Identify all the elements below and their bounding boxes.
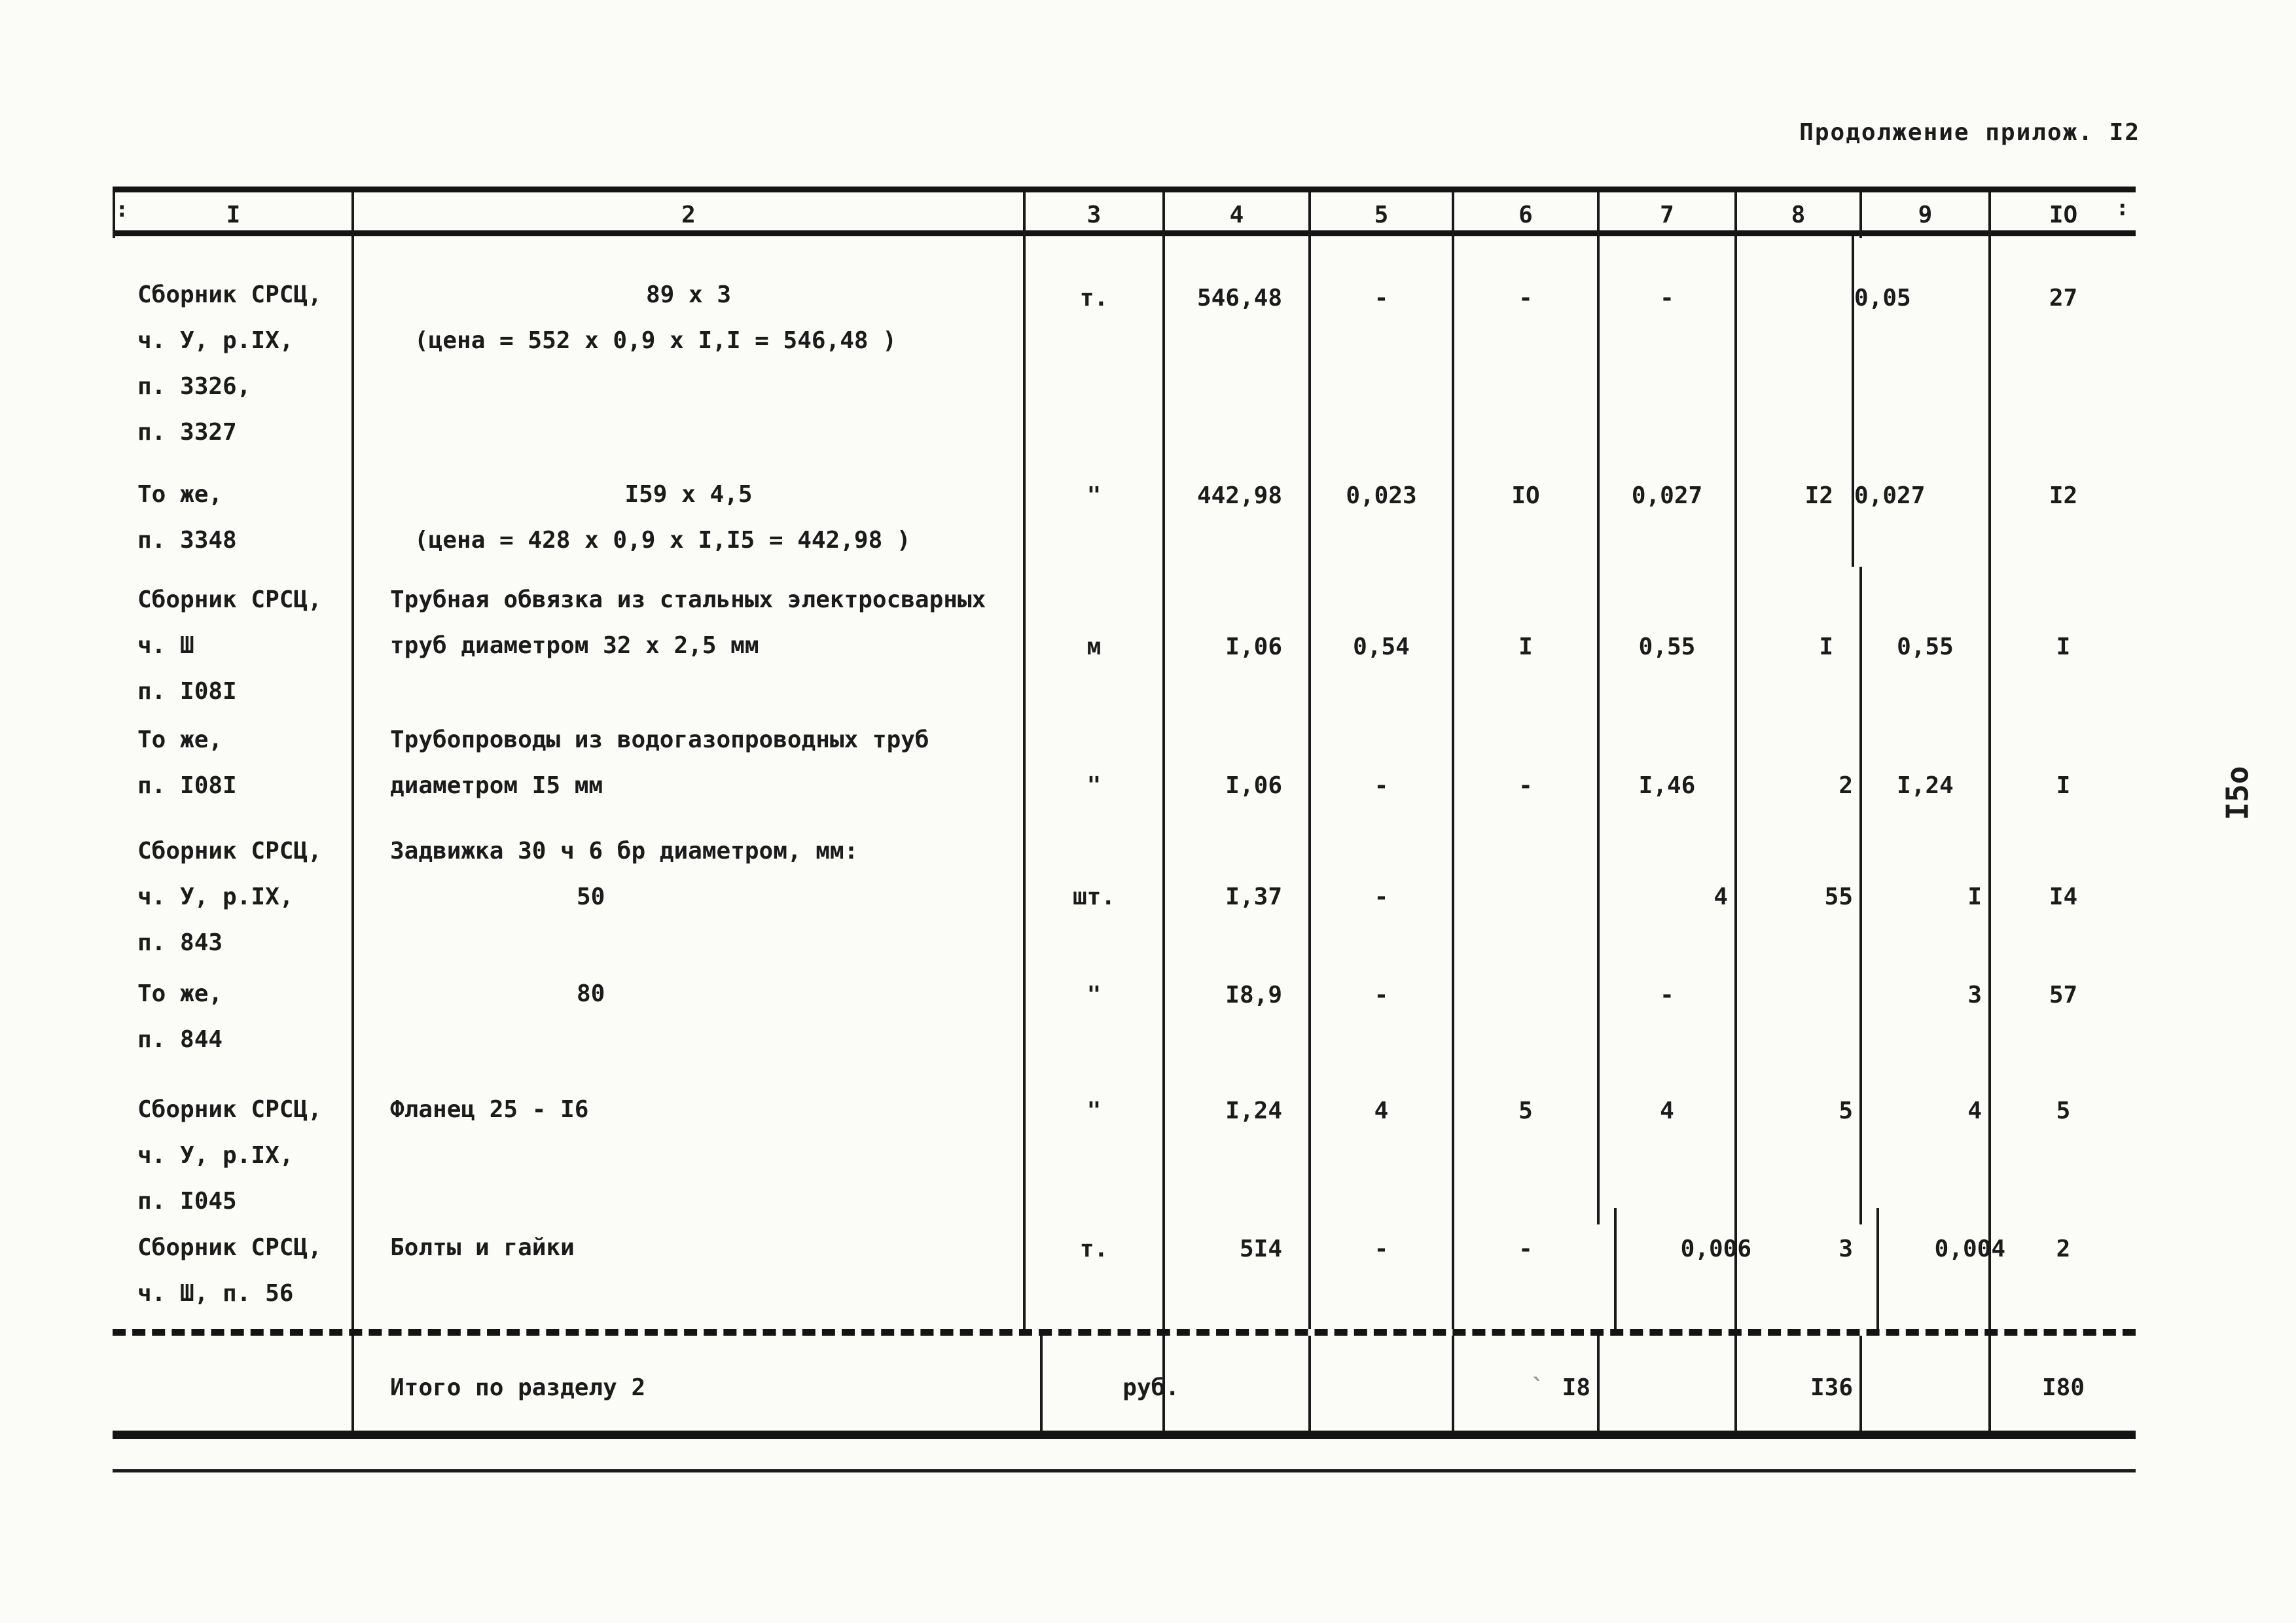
table-row	[113, 1067, 2136, 1215]
source-line: п. 3327	[137, 419, 237, 446]
cell-col5: -	[1308, 236, 1452, 459]
cell-col5: -	[1308, 698, 1452, 815]
source-line: п. 3326,	[137, 373, 251, 400]
description-cell	[351, 236, 1023, 459]
page-number: I5о	[2219, 766, 2255, 821]
cell-col7: 0,55	[1597, 567, 1734, 715]
cell-col10: 5	[1988, 1067, 2136, 1224]
unit-cell: т.	[1023, 236, 1162, 459]
col-header-7: 7	[1597, 192, 1734, 238]
description-line: диаметром I5 мм	[390, 772, 603, 799]
col-header-5: 5	[1308, 192, 1452, 238]
cell-col4: 442,98	[1162, 459, 1308, 567]
description-line: Фланец 25 - I6	[390, 1096, 589, 1123]
source-cell	[113, 953, 351, 1067]
col-header-4: 4	[1162, 192, 1308, 238]
cell-col4: I,06	[1162, 698, 1308, 815]
source-line: Сборник СРСЦ,	[137, 838, 322, 865]
cell-col4: 5I4	[1162, 1208, 1308, 1329]
price-formula-line: (цена = 428 х 0,9 х I,I5 = 442,98 )	[414, 527, 911, 554]
source-cell	[113, 459, 351, 567]
source-line: ч. Ш, п. 56	[137, 1280, 294, 1307]
source-line: п. I08I	[137, 772, 237, 799]
cell-col9: 4	[1859, 1067, 1988, 1224]
col-header-10: IO	[1988, 192, 2136, 238]
source-cell	[113, 1208, 351, 1329]
source-line: Сборник СРСЦ,	[137, 1234, 322, 1261]
cell-col7: 4	[1597, 1067, 1734, 1224]
source-line: п. 3348	[137, 527, 237, 554]
bottom-double-rule	[113, 1469, 2136, 1472]
source-line: ч. У, р.IX,	[137, 1142, 294, 1169]
cell-col9: 0,05	[1852, 236, 1981, 459]
description-line: I59 х 4,5	[624, 481, 753, 508]
source-line: То же,	[137, 726, 223, 753]
source-cell	[113, 567, 351, 715]
cell-col6: -	[1452, 1208, 1597, 1329]
description-line: 50	[577, 883, 605, 910]
cell-col4: I,37	[1162, 815, 1308, 966]
cell-col5: 4	[1308, 1067, 1452, 1224]
source-line: п. I045	[137, 1188, 237, 1215]
cell-col9: I,24	[1859, 698, 1988, 815]
cell-col7: 0,006	[1614, 1208, 1751, 1329]
table-row	[113, 567, 2136, 705]
source-line: Сборник СРСЦ,	[137, 586, 322, 613]
unit-cell: "	[1023, 953, 1162, 1067]
table-row	[113, 815, 2136, 956]
stray-pen-mark: `	[1530, 1374, 1545, 1401]
source-cell	[113, 698, 351, 815]
cell-col4: I,24	[1162, 1067, 1308, 1224]
source-line: ч. У, р.IX,	[137, 327, 294, 354]
cell-col8: 2	[1734, 698, 1859, 815]
description-cell	[351, 953, 1023, 1067]
cell-col10: 57	[1988, 953, 2136, 1067]
unit-cell: "	[1023, 698, 1162, 815]
col-header-6: 6	[1452, 192, 1597, 238]
cell-col7	[1597, 1336, 1734, 1431]
cell-col8	[1734, 953, 1859, 1067]
table-row	[113, 459, 2136, 567]
cell-col5	[1308, 1336, 1452, 1431]
cell-col6: 5	[1452, 1067, 1597, 1224]
source-cell	[113, 1336, 351, 1431]
cell-col10: 27	[1988, 236, 2136, 459]
source-cell	[113, 236, 351, 459]
totals-value: I8	[1562, 1374, 1590, 1401]
description-cell	[351, 567, 1023, 715]
source-cell	[113, 1067, 351, 1224]
cell-col9: I	[1859, 815, 1988, 966]
unit-cell: руб.	[1040, 1336, 1179, 1431]
table-row	[113, 1208, 2136, 1329]
cell-col6	[1452, 953, 1597, 1067]
cell-col4: I,06	[1162, 567, 1308, 715]
cell-col6: IO	[1452, 459, 1597, 567]
cell-col10: I4	[1988, 815, 2136, 966]
source-line: п. I08I	[137, 678, 237, 705]
description-line: Болты и гайки	[390, 1234, 575, 1261]
cell-col8: I2	[1734, 459, 1859, 567]
cell-col6: -	[1452, 236, 1597, 459]
description-cell	[351, 698, 1023, 815]
cell-col5: -	[1308, 815, 1452, 966]
unit-cell: шт.	[1023, 815, 1162, 966]
cell-col4: I8,9	[1162, 953, 1308, 1067]
cell-col6	[1452, 815, 1597, 966]
source-line: ч. Ш	[137, 632, 194, 659]
cell-col8	[1734, 236, 1859, 459]
cell-col9: 0,004	[1876, 1208, 2005, 1329]
cell-col10: I	[1988, 567, 2136, 715]
cell-col8: 3	[1734, 1208, 1859, 1329]
description-cell	[351, 1067, 1023, 1224]
table-header-row	[113, 187, 2136, 236]
source-line: Сборник СРСЦ,	[137, 281, 322, 308]
cell-col5: 0,54	[1308, 567, 1452, 715]
col-header-1: I	[113, 192, 351, 238]
cell-col9: 0,027	[1852, 459, 1981, 567]
cell-col10: I80	[1988, 1336, 2136, 1431]
source-cell	[113, 815, 351, 966]
cell-col4: 546,48	[1162, 236, 1308, 459]
description-line: 89 х 3	[645, 281, 732, 308]
source-line: п. 843	[137, 929, 223, 956]
cell-col7: -	[1597, 236, 1734, 459]
estimate-table	[113, 187, 2136, 1439]
cell-col6: -	[1452, 698, 1597, 815]
cell-col6: I	[1452, 567, 1597, 715]
cell-col4	[1162, 1336, 1308, 1431]
cell-col6	[1452, 1336, 1597, 1431]
description-line: 80	[577, 980, 605, 1007]
cell-col8: 55	[1734, 815, 1859, 966]
description-line: Трубопроводы из водогазопроводных труб	[390, 726, 929, 753]
cell-col10: I	[1988, 698, 2136, 815]
page-header-note: Продолжение прилож. I2	[1799, 119, 2140, 146]
table-row	[113, 698, 2136, 815]
cell-col5: 0,023	[1308, 459, 1452, 567]
cell-col7: I,46	[1597, 698, 1734, 815]
source-line: То же,	[137, 980, 223, 1007]
col-header-9: 9	[1859, 192, 1988, 238]
source-line: ч. У, р.IX,	[137, 883, 294, 910]
description-line: труб диаметром 32 х 2,5 мм	[390, 632, 759, 659]
col-header-3: 3	[1023, 192, 1162, 238]
totals-row	[113, 1329, 2136, 1439]
cell-col8: I36	[1734, 1336, 1859, 1431]
price-formula-line: (цена = 552 х 0,9 х I,I = 546,48 )	[414, 327, 897, 354]
cell-col8: 5	[1734, 1067, 1859, 1224]
unit-cell: "	[1023, 459, 1162, 567]
unit-cell: т.	[1023, 1208, 1162, 1329]
cell-col7: -	[1597, 953, 1734, 1067]
unit-cell: "	[1023, 1067, 1162, 1224]
cell-col9	[1859, 1336, 1988, 1431]
cell-col10: 2	[1988, 1208, 2136, 1329]
cell-col10: I2	[1988, 459, 2136, 567]
totals-label: Итого по разделу 2	[390, 1374, 646, 1401]
cell-col7: 4	[1597, 815, 1734, 966]
description-cell	[351, 459, 1023, 567]
cell-col8: I	[1734, 567, 1859, 715]
right-margin-mark: :	[2115, 195, 2129, 221]
description-cell	[351, 815, 1023, 966]
totals-label-cell	[351, 1336, 1023, 1431]
description-line: Задвижка 30 ч 6 бр диаметром, мм:	[390, 838, 859, 865]
unit-cell: м	[1023, 567, 1162, 715]
left-margin-mark: :	[115, 196, 129, 223]
table-row	[113, 236, 2136, 459]
source-line: Сборник СРСЦ,	[137, 1096, 322, 1123]
col-header-2: 2	[351, 192, 1023, 238]
cell-col5: -	[1308, 1208, 1452, 1329]
description-cell	[351, 1208, 1023, 1329]
source-line: п. 844	[137, 1026, 223, 1053]
description-line: Трубная обвязка из стальных электросварных	[390, 586, 986, 613]
cell-col7: 0,027	[1597, 459, 1734, 567]
cell-col9: 0,55	[1859, 567, 1988, 715]
table-row	[113, 953, 2136, 1067]
col-header-8: 8	[1734, 192, 1859, 238]
cell-col9: 3	[1859, 953, 1988, 1067]
source-line: То же,	[137, 481, 223, 508]
cell-col5: -	[1308, 953, 1452, 1067]
